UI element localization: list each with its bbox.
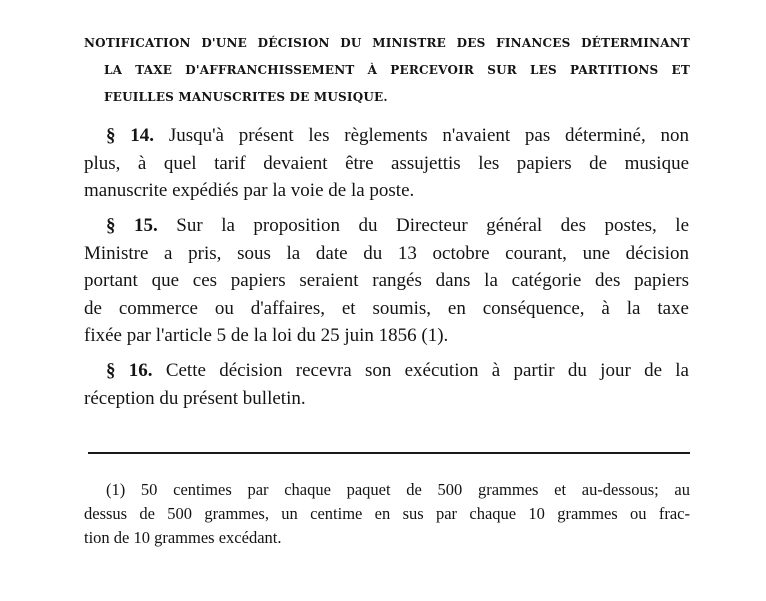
section-number: § 16. — [106, 360, 153, 381]
footnote-line: (1) 50 centimes par chaque paquet de 500 grammes et au-dessous; au — [106, 480, 690, 499]
heading-line: NOTIFICATION D'UNE DÉCISION DU MINISTRE DES FINANCES DÉTERMINANT — [84, 36, 690, 50]
footnote-line: dessus de 500 grammes, un centime en sus par chaque 10 grammes ou frac- — [84, 504, 690, 523]
paragraph-15 — [84, 212, 689, 350]
footnote-line: tion de 10 grammes excédant. — [84, 528, 282, 547]
paragraph-line: plus, à quel tarif devaient être assujettis les papiers de musique — [84, 152, 689, 174]
paragraph-line: de commerce ou d'affaires, et soumis, en conséquence, à la taxe — [84, 297, 689, 319]
paragraph-line: fixée par l'article 5 de la loi du 25 juin 1856 (1). — [84, 325, 449, 346]
section-number: § 14. — [106, 125, 155, 146]
paragraph-line: réception du présent bulletin. — [84, 387, 306, 409]
paragraph-line — [84, 212, 689, 240]
paragraph-text: Cette décision recevra son exécution à partir du jour de la — [165, 360, 689, 381]
paragraph-14 — [84, 122, 689, 205]
footnote-divider — [88, 452, 690, 454]
paragraph-line: portant que ces papiers seraient rangés dans la catégorie des papiers — [84, 270, 689, 291]
paragraph-line — [84, 122, 689, 150]
paragraph-line — [84, 357, 689, 385]
footnote — [84, 478, 690, 550]
paragraph-line: Ministre a pris, sous la date du 13 octobre courant, une décision — [84, 242, 689, 264]
heading-line: LA TAXE D'AFFRANCHISSEMENT À PERCEVOIR SUR LES PARTITIONS ET — [104, 63, 690, 77]
paragraph-text: Sur la proposition du Directeur général des postes, le — [176, 215, 689, 236]
paragraph-16 — [84, 357, 689, 412]
notification-heading — [84, 30, 690, 111]
paragraph-line: manuscrite expédiés par la voie de la poste. — [84, 180, 415, 201]
paragraph-text: Jusqu'à présent les règlements n'avaient pas déterminé, non — [168, 125, 690, 146]
section-number: § 15. — [106, 215, 158, 236]
heading-line: FEUILLES MANUSCRITES DE MUSIQUE. — [104, 90, 388, 104]
